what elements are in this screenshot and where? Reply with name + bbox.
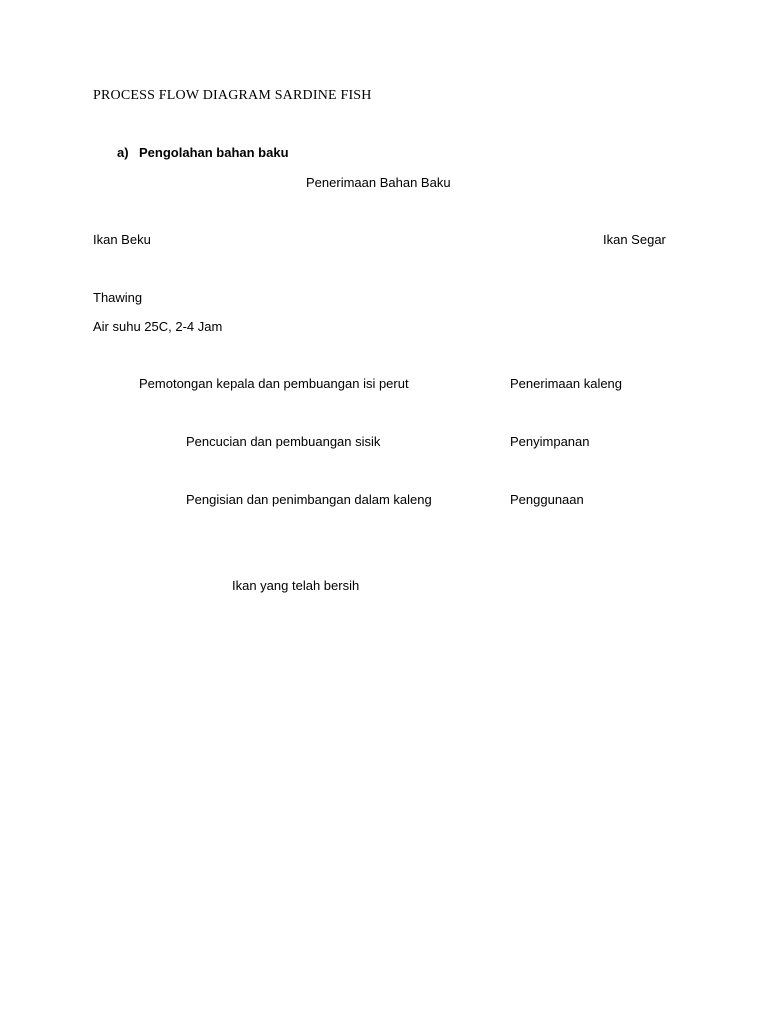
- section-heading: Pengolahan bahan baku: [139, 145, 289, 160]
- can-step-receiving: Penerimaan kaleng: [510, 376, 623, 391]
- step-thawing-note: Air suhu 25C, 2-4 Jam: [93, 319, 223, 334]
- step-frozen-fish: Ikan Beku: [93, 232, 151, 247]
- can-step-usage: Penggunaan: [510, 492, 584, 507]
- section-marker: a): [117, 145, 129, 160]
- step-fresh-fish: Ikan Segar: [603, 232, 666, 247]
- step-washing: Pencucian dan pembuangan sisik: [186, 434, 381, 449]
- step-clean-fish: Ikan yang telah bersih: [232, 578, 360, 593]
- step-filling: Pengisian dan penimbangan dalam kaleng: [186, 492, 432, 507]
- step-cutting: Pemotongan kepala dan pembuangan isi perut: [139, 376, 409, 391]
- document-title: PROCESS FLOW DIAGRAM SARDINE FISH: [93, 88, 372, 103]
- can-step-storage: Penyimpanan: [510, 434, 590, 449]
- step-receiving: Penerimaan Bahan Baku: [306, 175, 451, 190]
- step-thawing: Thawing: [93, 290, 143, 305]
